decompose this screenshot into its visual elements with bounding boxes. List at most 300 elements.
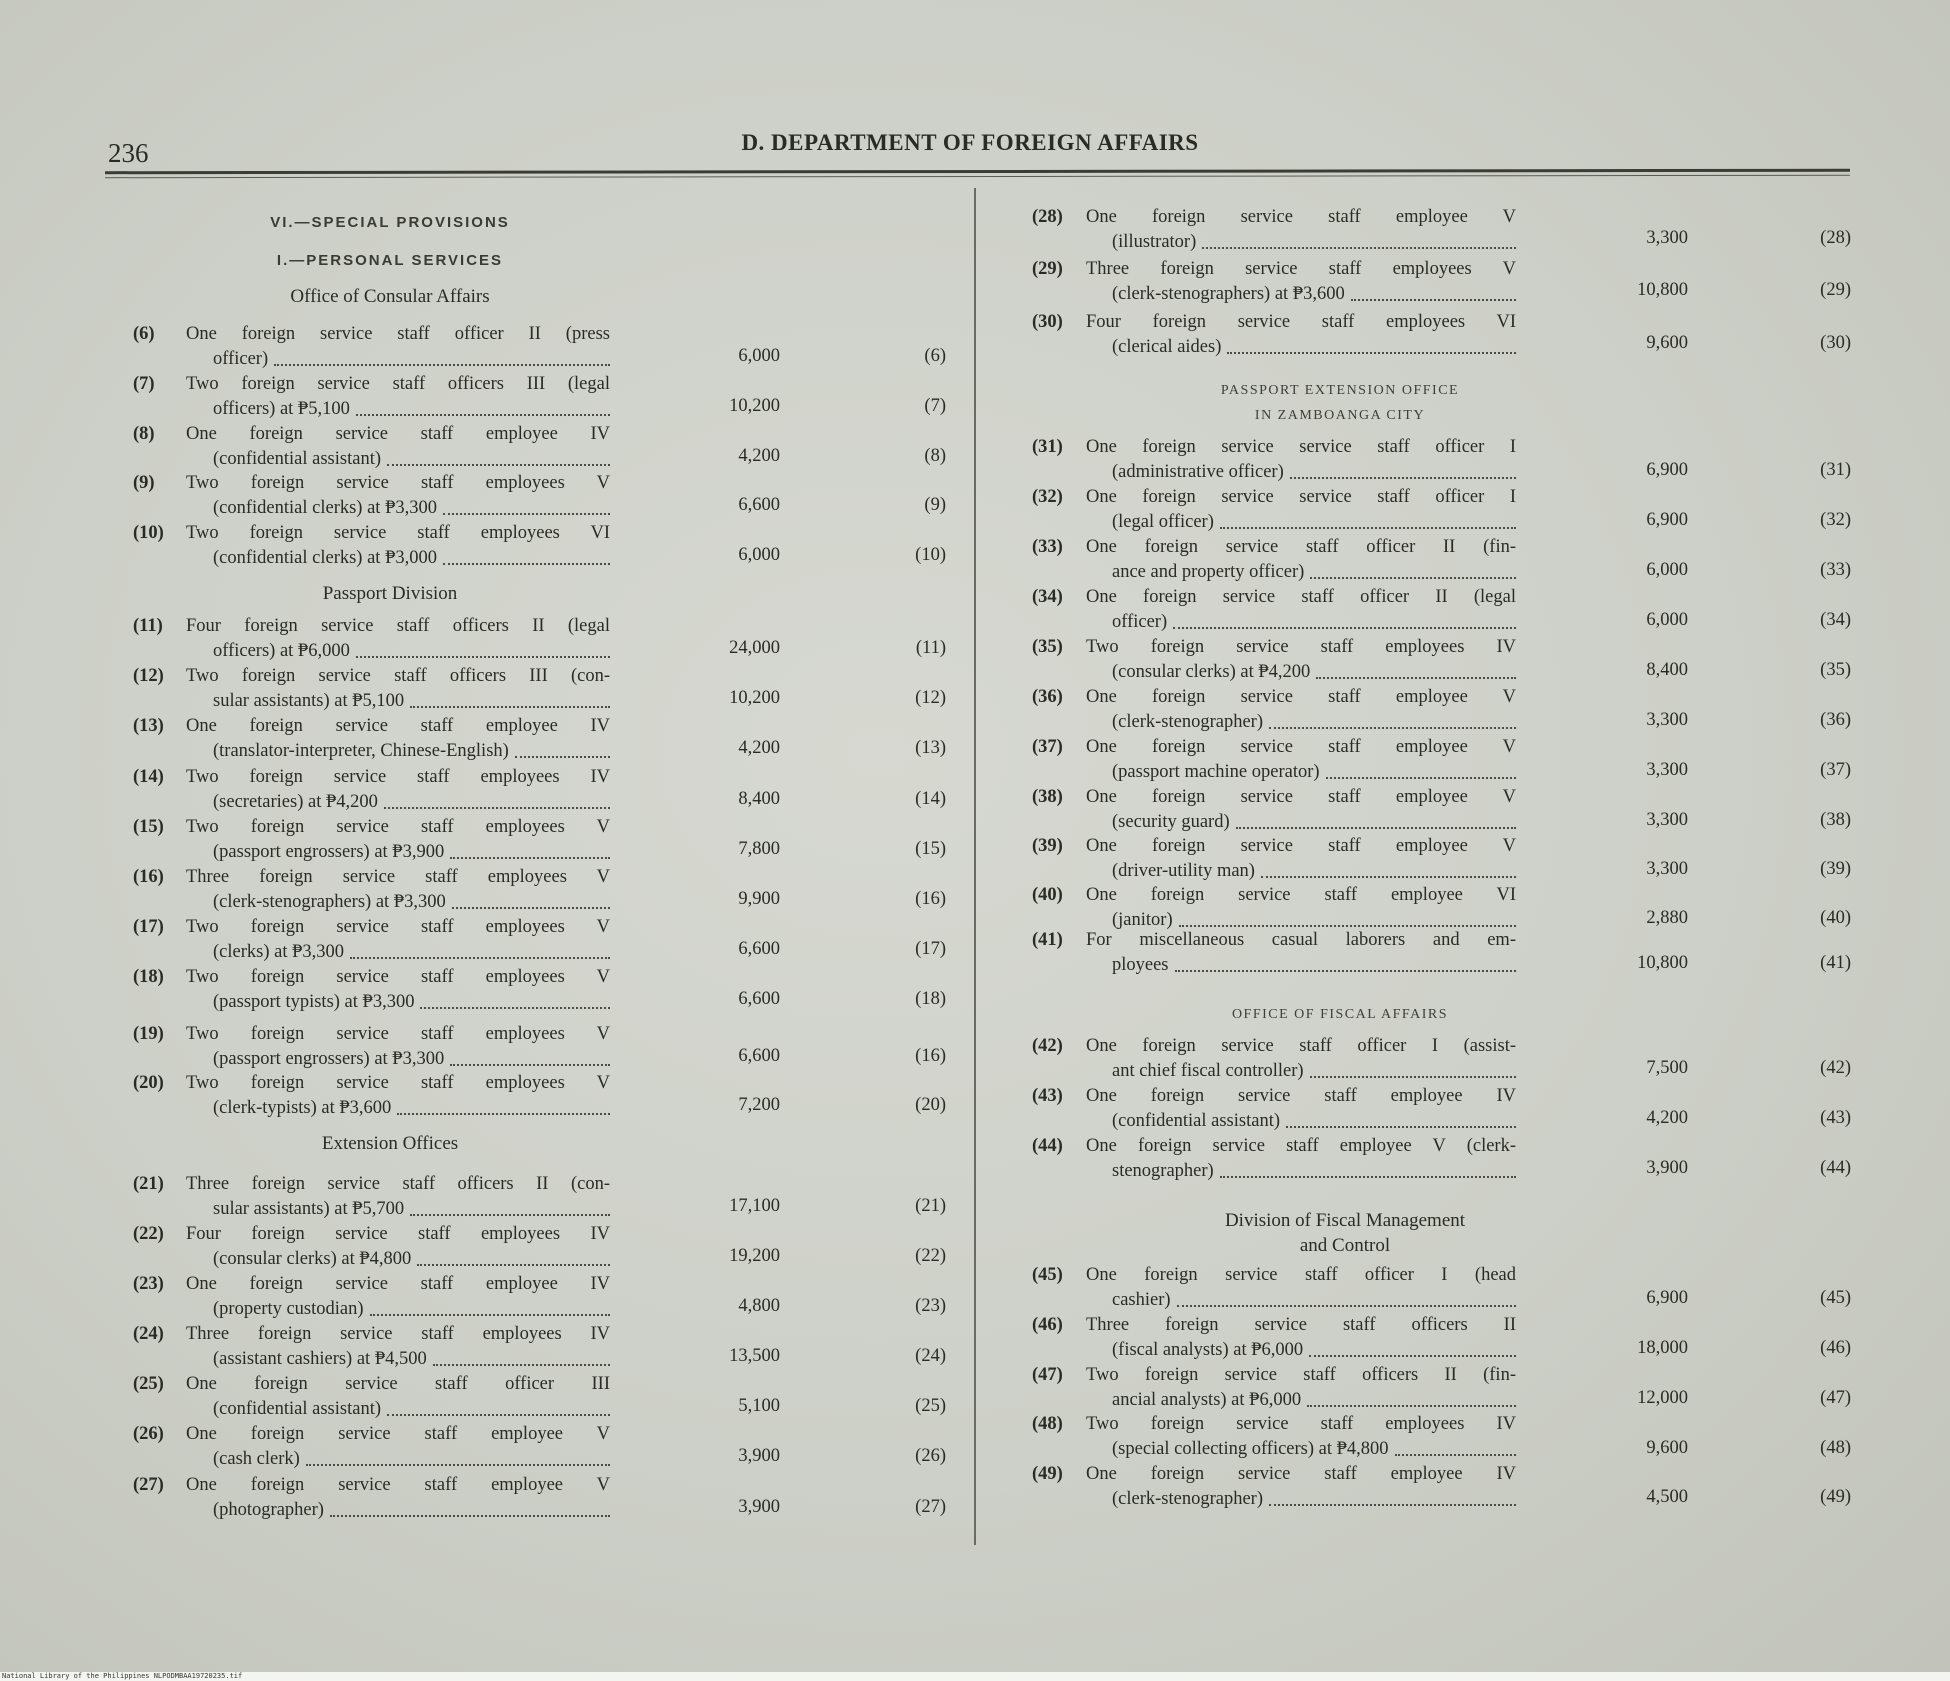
item-ref-number: (27) [915,1497,946,1517]
item-ref-number: (31) [1820,460,1851,480]
dot-leader [1286,1109,1516,1128]
item-number: (29) [1032,259,1063,279]
item-description-cont [213,397,610,422]
item-amount: 9,600 [1646,1438,1688,1458]
column-divider [974,188,976,1545]
item-description: One foreign service staff employee IV [1086,1086,1516,1106]
item-amount: 17,100 [729,1196,780,1216]
item-ref-number: (49) [1820,1487,1851,1507]
item-description-cont [1112,660,1516,685]
item-ref-number: (20) [915,1095,946,1115]
item-description-cont [213,739,610,764]
item-description-cont [1112,460,1516,485]
item-ref-number: (28) [1820,228,1851,248]
section-heading-passport-ext-line1: PASSPORT EXTENSION OFFICE [1220,383,1460,398]
item-description-line2: (legal officer) [1112,512,1214,532]
item-amount: 13,500 [729,1346,780,1366]
item-number: (26) [133,1424,164,1444]
item-ref-number: (15) [915,839,946,859]
item-description-line2: (confidential assistant) [213,449,381,469]
item-description-cont [213,1096,610,1121]
item-ref-number: (17) [915,939,946,959]
item-description-line2: (clerk-stenographer) [1112,712,1263,732]
dot-leader [306,1447,610,1466]
item-ref-number: (35) [1820,660,1851,680]
item-amount: 8,400 [738,789,780,809]
item-amount: 6,000 [738,346,780,366]
item-amount: 7,800 [738,839,780,859]
item-amount: 19,200 [729,1246,780,1266]
item-ref-number: (36) [1820,710,1851,730]
item-amount: 6,900 [1646,460,1688,480]
item-description-line2: sular assistants) at ₱5,700 [213,1199,405,1219]
item-amount: 12,000 [1637,1388,1688,1408]
item-description: Two foreign service staff officers II (fin- [1086,1365,1516,1385]
item-number: (10) [133,523,164,543]
item-amount: 6,600 [738,939,780,959]
item-description: One foreign service staff officer II (fin- [1086,537,1516,557]
item-description-cont [1112,1159,1516,1184]
item-ref-number: (33) [1820,560,1851,580]
item-description-line2: officers) at ₱5,100 [213,399,350,419]
item-description: Two foreign service staff officers III (con- [186,666,610,686]
section-heading-division [1150,1208,1540,1258]
item-amount: 3,300 [1646,228,1688,248]
item-description-cont [1112,859,1516,884]
dot-leader [452,890,610,909]
item-description-cont [213,940,610,965]
dot-leader [1175,953,1516,972]
item-number: (49) [1032,1464,1063,1484]
item-description: One foreign service staff officer II (press [186,324,610,344]
item-ref-number: (11) [915,638,946,658]
item-amount: 9,900 [738,889,780,909]
dot-leader [1269,710,1516,729]
item-description-cont [213,1498,610,1523]
personal-services-heading: I.—PERSONAL SERVICES [276,252,504,269]
item-description-cont [213,1197,610,1222]
item-description: Two foreign service staff employees V [186,473,610,493]
item-description-line2: (passport typists) at ₱3,300 [213,992,415,1012]
dot-leader [1290,460,1516,479]
item-description-line2: (cash clerk) [213,1449,300,1469]
dot-leader [370,1297,610,1316]
item-amount: 18,000 [1637,1338,1688,1358]
item-description-line2: (confidential clerks) at ₱3,000 [213,548,437,568]
item-description-cont [1112,282,1516,307]
item-amount: 2,880 [1646,908,1688,928]
dot-leader [397,1096,610,1115]
item-description-cont [1112,510,1516,535]
section-heading-extension: Extension Offices [321,1133,459,1154]
item-amount: 6,900 [1646,1288,1688,1308]
item-ref-number: (23) [915,1296,946,1316]
item-number: (37) [1032,737,1063,757]
item-description-line2: (confidential assistant) [213,1399,381,1419]
item-description-cont [213,1447,610,1472]
item-amount: 6,000 [1646,560,1688,580]
item-description: For miscellaneous casual laborers and em- [1086,930,1516,950]
item-description: One foreign service staff employee V (clerk- [1086,1136,1516,1156]
item-number: (11) [133,616,163,636]
dot-leader [1220,1159,1516,1178]
item-description: Two foreign service staff employees IV [1086,637,1516,657]
item-description: One foreign service staff employee V [1086,737,1516,757]
header-rule [105,169,1850,174]
item-number: (32) [1032,487,1063,507]
item-amount: 3,900 [738,1497,780,1517]
item-amount: 7,500 [1646,1058,1688,1078]
item-description: Four foreign service staff officers II (legal [186,616,610,636]
item-description: One foreign service staff employee V [186,1424,610,1444]
item-description-line2: ployees [1112,955,1169,975]
page-title: D. DEPARTMENT OF FOREIGN AFFAIRS [741,130,1199,155]
item-description: One foreign service staff employee IV [186,716,610,736]
item-description: Two foreign service staff employees V [186,917,610,937]
section-heading-consular: Office of Consular Affairs [290,286,490,307]
scan-footer [0,1672,1950,1681]
item-ref-number: (32) [1820,510,1851,530]
item-description: Two foreign service staff employees IV [186,767,610,787]
item-number: (31) [1032,437,1063,457]
item-ref-number: (39) [1820,859,1851,879]
item-amount: 6,000 [1646,610,1688,630]
item-amount: 3,900 [738,1446,780,1466]
item-description: One foreign service staff officer II (legal [1086,587,1516,607]
dot-leader [330,1498,610,1517]
item-description-line2: (illustrator) [1112,232,1197,252]
item-description-cont [213,639,610,664]
item-description-line2: (passport engrossers) at ₱3,300 [213,1049,445,1069]
item-amount: 6,600 [738,989,780,1009]
item-description-line2: (assistant cashiers) at ₱4,500 [213,1349,427,1369]
item-description-cont [1112,1437,1516,1462]
item-description-cont [213,347,610,372]
item-number: (8) [133,424,155,444]
dot-leader [1173,610,1516,629]
item-ref-number: (46) [1820,1338,1851,1358]
item-description-cont [213,1247,610,1272]
item-number: (41) [1032,930,1063,950]
item-description-line2: (translator-interpreter, Chinese-English) [213,741,509,761]
dot-leader [450,840,610,859]
item-number: (18) [133,967,164,987]
item-number: (46) [1032,1315,1063,1335]
dot-leader [1310,1059,1516,1078]
item-description: One foreign service staff officer I (head [1086,1265,1516,1285]
item-ref-number: (43) [1820,1108,1851,1128]
item-description-line2: (clerical aides) [1112,337,1222,357]
dot-leader [274,347,610,366]
item-number: (39) [1032,836,1063,856]
dot-leader [1316,660,1516,679]
item-ref-number: (42) [1820,1058,1851,1078]
item-description-line2: (administrative officer) [1112,462,1284,482]
item-ref-number: (30) [1820,333,1851,353]
dot-leader [387,1397,610,1416]
dot-leader [1310,560,1516,579]
item-number: (13) [133,716,164,736]
item-description: Two foreign service staff employees V [186,817,610,837]
item-number: (44) [1032,1136,1063,1156]
section-heading-fiscal: OFFICE OF FISCAL AFFAIRS [1231,1007,1449,1022]
item-description: Two foreign service staff employees VI [186,523,610,543]
item-description-cont [213,447,610,472]
item-description: One foreign service staff employee IV [186,1274,610,1294]
item-description: Three foreign service staff employees V [1086,259,1516,279]
item-number: (7) [133,374,155,394]
section-heading-passport-ext-line2: IN ZAMBOANGA CITY [1254,408,1426,423]
dot-leader [433,1347,610,1366]
item-description-cont [1112,953,1516,978]
item-amount: 4,200 [738,446,780,466]
dot-leader [1351,282,1516,301]
item-description-cont [213,1397,610,1422]
item-description-line2: ancial analysts) at ₱6,000 [1112,1390,1302,1410]
item-amount: 3,300 [1646,810,1688,830]
item-number: (23) [133,1274,164,1294]
dot-leader [417,1247,610,1266]
item-description-line2: (consular clerks) at ₱4,200 [1112,662,1311,682]
item-description-cont [1112,1388,1516,1413]
item-description-cont [1112,610,1516,635]
item-amount: 3,900 [1646,1158,1688,1178]
item-description-line2: ance and property officer) [1112,562,1305,582]
item-ref-number: (45) [1820,1288,1851,1308]
item-number: (30) [1032,312,1063,332]
scan-label: National Library of the Philippines NLPODMBAA19720235.tif [2,1672,243,1680]
item-number: (19) [133,1024,164,1044]
item-description-cont [1112,335,1516,360]
dot-leader [1309,1338,1516,1357]
dot-leader [443,546,610,565]
item-number: (20) [133,1073,164,1093]
section-heading-division-line2: and Control [1299,1235,1391,1256]
item-description-line2: cashier) [1112,1290,1171,1310]
item-description-line2: (clerks) at ₱3,300 [213,942,345,962]
dot-leader [387,447,610,466]
item-amount: 10,800 [1637,280,1688,300]
item-amount: 6,000 [738,545,780,565]
page-number: 236 [108,138,149,168]
item-ref-number: (37) [1820,760,1851,780]
dot-leader [1202,230,1516,249]
item-number: (17) [133,917,164,937]
item-number: (47) [1032,1365,1063,1385]
item-description-line2: (clerk-stenographer) [1112,1489,1263,1509]
item-description-cont [1112,560,1516,585]
item-amount: 3,300 [1646,859,1688,879]
item-description-cont [213,1047,610,1072]
item-description: One foreign service staff employee VI [1086,885,1516,905]
item-amount: 10,200 [729,688,780,708]
item-number: (12) [133,666,164,686]
item-description-line2: officers) at ₱6,000 [213,641,350,661]
item-ref-number: (21) [915,1196,946,1216]
item-number: (42) [1032,1036,1063,1056]
item-ref-number: (44) [1820,1158,1851,1178]
item-description-line2: (passport machine operator) [1112,762,1320,782]
item-description-line2: stenographer) [1112,1161,1214,1181]
dot-leader [1307,1388,1516,1407]
item-description: Four foreign service staff employees IV [186,1224,610,1244]
item-description-cont [1112,1338,1516,1363]
item-amount: 10,200 [729,396,780,416]
item-ref-number: (9) [924,495,946,515]
item-number: (15) [133,817,164,837]
item-number: (35) [1032,637,1063,657]
item-number: (34) [1032,587,1063,607]
item-number: (45) [1032,1265,1063,1285]
item-ref-number: (16) [915,1046,946,1066]
item-description-cont [213,890,610,915]
dot-leader [1227,335,1516,354]
item-ref-number: (34) [1820,610,1851,630]
dot-leader [1269,1487,1516,1506]
section-heading-passport-ext [1150,378,1530,428]
dot-leader [384,790,610,809]
item-description-cont [213,496,610,521]
item-number: (9) [133,473,155,493]
item-ref-number: (14) [915,789,946,809]
item-description-line2: (security guard) [1112,812,1230,832]
item-description-line2: (driver-utility man) [1112,861,1255,881]
item-ref-number: (16) [915,889,946,909]
item-ref-number: (13) [915,738,946,758]
item-amount: 24,000 [729,638,780,658]
dot-leader [420,990,610,1009]
item-amount: 7,200 [738,1095,780,1115]
dot-leader [1236,810,1516,829]
item-amount: 8,400 [1646,660,1688,680]
item-description-line2: (property custodian) [213,1299,364,1319]
item-amount: 5,100 [738,1396,780,1416]
item-description-line2: sular assistants) at ₱5,100 [213,691,405,711]
item-description: Two foreign service staff officers III (legal [186,374,610,394]
item-ref-number: (8) [924,446,946,466]
item-amount: 4,200 [738,738,780,758]
item-description-line2: (secretaries) at ₱4,200 [213,792,378,812]
dot-leader [1326,760,1516,779]
item-description: Two foreign service staff employees V [186,1024,610,1044]
item-description-line2: (passport engrossers) at ₱3,900 [213,842,445,862]
item-ref-number: (38) [1820,810,1851,830]
item-description: Two foreign service staff employees V [186,967,610,987]
item-number: (22) [133,1224,164,1244]
item-description: One foreign service staff employee V [1086,787,1516,807]
dot-leader [515,739,610,758]
item-ref-number: (48) [1820,1438,1851,1458]
dot-leader [443,496,610,515]
item-number: (28) [1032,207,1063,227]
item-ref-number: (40) [1820,908,1851,928]
item-amount: 9,600 [1646,333,1688,353]
dot-leader [410,689,610,708]
dot-leader [1395,1437,1516,1456]
item-description-line2: (special collecting officers) at ₱4,800 [1112,1439,1389,1459]
item-description-line2: (clerk-stenographers) at ₱3,300 [213,892,446,912]
item-number: (43) [1032,1086,1063,1106]
item-description: Four foreign service staff employees VI [1086,312,1516,332]
item-description-cont [213,689,610,714]
item-description: One foreign service staff employee V [1086,687,1516,707]
item-ref-number: (24) [915,1346,946,1366]
header-rule-thin [105,175,1850,178]
item-description-cont [1112,710,1516,735]
item-description-line2: (clerk-stenographers) at ₱3,600 [1112,284,1345,304]
item-ref-number: (7) [924,396,946,416]
item-number: (14) [133,767,164,787]
item-number: (21) [133,1174,164,1194]
item-description-cont [213,790,610,815]
item-amount: 6,600 [738,495,780,515]
item-description-cont [1112,1109,1516,1134]
item-description-line2: officer) [1112,612,1168,632]
item-ref-number: (29) [1820,280,1851,300]
item-amount: 3,300 [1646,760,1688,780]
item-description-cont [1112,1288,1516,1313]
item-description: Three foreign service staff officers II (con- [186,1174,610,1194]
item-number: (48) [1032,1414,1063,1434]
item-description: One foreign service service staff officer I [1086,487,1516,507]
dot-leader [356,397,610,416]
item-ref-number: (41) [1820,953,1851,973]
item-description: One foreign service staff employee IV [186,424,610,444]
item-number: (16) [133,867,164,887]
item-description: One foreign service service staff officer I [1086,437,1516,457]
dot-leader [1177,1288,1516,1307]
dot-leader [1220,510,1516,529]
item-description: One foreign service staff employee V [1086,207,1516,227]
item-number: (38) [1032,787,1063,807]
item-description-line2: (confidential clerks) at ₱3,300 [213,498,437,518]
item-amount: 3,300 [1646,710,1688,730]
item-description-line2: officer) [213,349,269,369]
item-description: One foreign service staff employee IV [1086,1464,1516,1484]
item-description-line2: (clerk-typists) at ₱3,600 [213,1098,392,1118]
item-description-cont [1112,1059,1516,1084]
item-description-cont [1112,810,1516,835]
dot-leader [1261,859,1516,878]
item-amount: 4,800 [738,1296,780,1316]
item-number: (6) [133,324,155,344]
dot-leader [356,639,610,658]
item-ref-number: (47) [1820,1388,1851,1408]
item-number: (25) [133,1374,164,1394]
item-description-cont [213,1347,610,1372]
item-amount: 6,900 [1646,510,1688,530]
item-description-cont [213,840,610,865]
item-description-line2: (fiscal analysts) at ₱6,000 [1112,1340,1304,1360]
item-description-line2: (confidential assistant) [1112,1111,1280,1131]
item-ref-number: (25) [915,1396,946,1416]
item-amount: 6,600 [738,1046,780,1066]
item-number: (36) [1032,687,1063,707]
item-description: One foreign service staff officer I (assist- [1086,1036,1516,1056]
special-provisions-heading: VI.—SPECIAL PROVISIONS [270,214,510,231]
item-description-cont [1112,760,1516,785]
item-number: (24) [133,1324,164,1344]
item-amount: 10,800 [1637,953,1688,973]
item-description-line2: (consular clerks) at ₱4,800 [213,1249,412,1269]
item-number: (40) [1032,885,1063,905]
item-description-cont [213,990,610,1015]
item-description: Two foreign service staff employees IV [1086,1414,1516,1434]
dot-leader [350,940,610,959]
item-ref-number: (6) [924,346,946,366]
section-heading-passport: Passport Division [322,583,458,604]
item-description-cont [1112,230,1516,255]
